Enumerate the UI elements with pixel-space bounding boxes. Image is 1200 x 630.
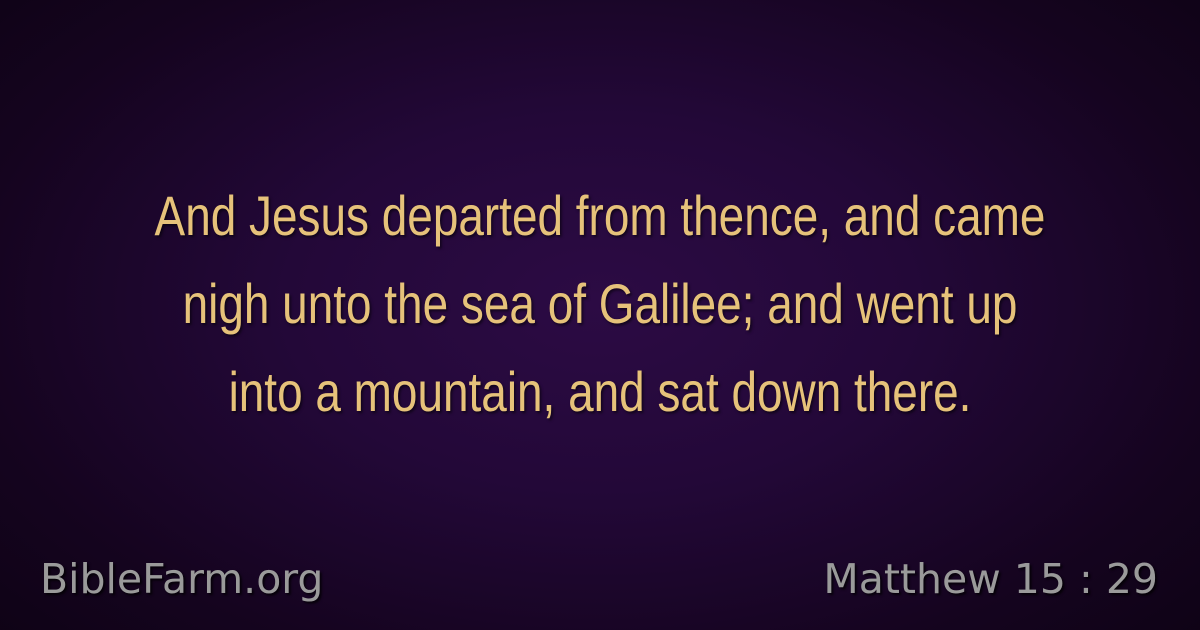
site-name: BibleFarm.org (40, 555, 324, 603)
verse-text (141, 172, 1059, 436)
verse-line-1: And Jesus departed from thence, and came (154, 184, 1046, 247)
verse-reference: Matthew 15 : 29 (823, 555, 1158, 603)
verse-line-2: nigh unto the sea of Galilee; and went up (182, 272, 1018, 335)
verse-line-3: into a mountain, and sat down there. (228, 360, 972, 423)
